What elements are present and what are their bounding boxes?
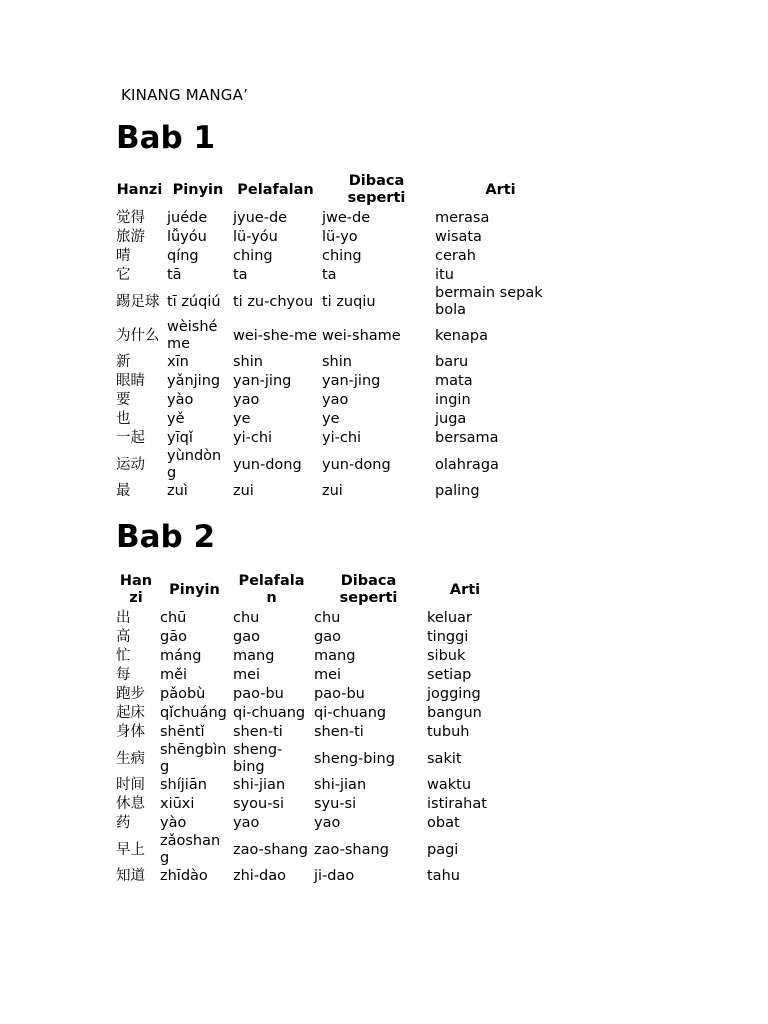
cell-pinyin: wèishé me [167, 319, 218, 352]
column-header-pelafalan: Pelafalan [237, 181, 314, 198]
table-row [114, 833, 505, 867]
cell-pelafalan: yun-dong [233, 456, 302, 473]
cell-arti: pagi [427, 841, 459, 858]
cell-hanzi: 觉得 [116, 210, 145, 226]
cell-hanzi: 眼睛 [116, 373, 145, 389]
table-row [114, 391, 568, 410]
cell-pelafalan: sheng-bing [233, 742, 283, 775]
cell-pinyin: qǐchuáng [160, 705, 227, 721]
cell-pinyin: yào [160, 815, 187, 831]
table-row [114, 723, 505, 742]
table-row [114, 228, 568, 247]
cell-dibaca-seperti: ye [322, 411, 340, 427]
cell-dibaca-seperti: yao [314, 815, 341, 831]
table-row [114, 685, 505, 704]
cell-pinyin: yǎnjing [167, 373, 221, 389]
cell-pinyin: chū [160, 610, 187, 626]
table-row [114, 410, 568, 429]
column-header-dibaca-seperti: Dibaca seperti [347, 173, 406, 206]
cell-dibaca-seperti: ji-dao [314, 868, 355, 884]
cell-arti: tahu [427, 868, 460, 884]
table-row [114, 285, 568, 319]
column-header-hanzi: Han zi [119, 573, 153, 606]
cell-hanzi: 每 [116, 667, 131, 683]
table-row [114, 609, 505, 628]
table-row [114, 776, 505, 795]
cell-dibaca-seperti: ta [322, 267, 337, 283]
cell-hanzi: 起床 [116, 705, 145, 721]
table-row [114, 742, 505, 776]
cell-hanzi: 时间 [116, 777, 145, 793]
cell-pinyin: máng [160, 648, 202, 664]
cell-dibaca-seperti: zao-shang [314, 841, 389, 858]
cell-pelafalan: ta [233, 267, 248, 283]
table-row [114, 429, 568, 448]
cell-arti: obat [427, 815, 460, 831]
cell-pelafalan: mei [233, 667, 261, 683]
cell-pelafalan: jyue-de [233, 210, 288, 226]
table-row [114, 628, 505, 647]
cell-pinyin: xiūxi [160, 796, 195, 812]
cell-pelafalan: ching [233, 248, 273, 264]
cell-pelafalan: yan-jing [233, 373, 292, 389]
cell-pinyin: juéde [167, 210, 208, 226]
cell-hanzi: 休息 [116, 796, 145, 812]
table-row [114, 666, 505, 685]
column-header-arti: Arti [449, 581, 481, 598]
cell-hanzi: 一起 [116, 430, 145, 446]
vocab-table-bab-2 [114, 571, 505, 886]
cell-hanzi: 忙 [116, 648, 131, 664]
cell-pelafalan: zui [233, 483, 254, 499]
cell-pinyin: xīn [167, 354, 189, 370]
cell-pelafalan: shen-ti [233, 724, 283, 740]
column-header-arti: Arti [485, 181, 516, 198]
cell-arti: itu [435, 267, 454, 283]
cell-dibaca-seperti: ching [322, 248, 362, 264]
cell-dibaca-seperti: sheng-bing [314, 750, 395, 767]
cell-dibaca-seperti: shin [322, 354, 352, 370]
cell-pelafalan: shi-jian [233, 777, 286, 793]
cell-arti: merasa [435, 210, 490, 226]
cell-arti: ingin [435, 392, 471, 408]
cell-arti: setiap [427, 667, 472, 683]
cell-arti: keluar [427, 610, 472, 626]
cell-hanzi: 最 [116, 483, 131, 499]
cell-dibaca-seperti: syu-si [314, 796, 357, 812]
cell-arti: tinggi [427, 629, 469, 645]
table-row [114, 867, 505, 886]
cell-pelafalan: syou-si [233, 796, 285, 812]
cell-arti: baru [435, 354, 469, 370]
cell-arti: istirahat [427, 796, 487, 812]
cell-hanzi: 药 [116, 815, 131, 831]
cell-pinyin: shíjiān [160, 777, 207, 793]
table-row [114, 704, 505, 723]
cell-hanzi: 为什么 [116, 327, 160, 344]
cell-hanzi: 踢足球 [116, 293, 160, 310]
cell-dibaca-seperti: mei [314, 667, 342, 683]
cell-pelafalan: yao [233, 392, 260, 408]
table-row [114, 647, 505, 666]
cell-pinyin: yīqǐ [167, 430, 193, 446]
cell-pinyin: shēntǐ [160, 724, 205, 740]
cell-arti: bermain sepak bola [435, 285, 543, 318]
chapter-title-bab-2: Bab 2 [116, 519, 216, 555]
cell-pinyin: měi [160, 667, 188, 683]
cell-dibaca-seperti: yi-chi [322, 430, 362, 446]
cell-hanzi: 生病 [116, 750, 145, 767]
cell-pelafalan: chu [233, 610, 260, 626]
cell-dibaca-seperti: yun-dong [322, 456, 391, 473]
cell-arti: sibuk [427, 648, 466, 664]
cell-dibaca-seperti: zui [322, 483, 343, 499]
cell-pinyin: pǎobù [160, 686, 206, 702]
cell-pinyin: zǎoshan g [160, 833, 221, 866]
cell-dibaca-seperti: ti zuqiu [322, 293, 376, 310]
table-header-row [114, 171, 568, 209]
cell-pinyin: yùndòn g [167, 448, 222, 481]
cell-arti: mata [435, 373, 473, 389]
cell-arti: sakit [427, 750, 462, 767]
cell-pinyin: gāo [160, 629, 187, 645]
table-row [114, 266, 568, 285]
cell-pinyin: tī zúqiú [167, 293, 221, 310]
cell-hanzi: 知道 [116, 868, 145, 884]
cell-dibaca-seperti: yao [322, 392, 349, 408]
cell-arti: juga [435, 411, 467, 427]
cell-pelafalan: lü-yóu [233, 229, 278, 245]
cell-hanzi: 要 [116, 392, 131, 408]
column-header-dibaca-seperti: Dibaca seperti [339, 573, 398, 606]
table-row [114, 372, 568, 391]
cell-pinyin: lǚyóu [167, 229, 207, 245]
cell-pinyin: qíng [167, 248, 199, 264]
column-header-pinyin: Pinyin [169, 581, 220, 598]
cell-pelafalan: qi-chuang [233, 705, 306, 721]
cell-pinyin: zhīdào [160, 868, 208, 884]
cell-hanzi: 晴 [116, 248, 131, 264]
cell-dibaca-seperti: shi-jian [314, 777, 367, 793]
cell-hanzi: 身体 [116, 724, 145, 740]
cell-pinyin: shēngbìn g [160, 742, 227, 775]
cell-arti: kenapa [435, 327, 488, 344]
cell-hanzi: 它 [116, 267, 131, 283]
cell-pelafalan: ti zu-chyou [233, 293, 314, 310]
cell-hanzi: 高 [116, 629, 131, 645]
cell-pinyin: zuì [167, 483, 188, 499]
cell-hanzi: 跑步 [116, 686, 145, 702]
table-header-row [114, 571, 505, 609]
cell-pelafalan: mang [233, 648, 275, 664]
cell-arti: jogging [427, 686, 481, 702]
cell-arti: waktu [427, 777, 472, 793]
cell-hanzi: 旅游 [116, 229, 145, 245]
table-row [114, 209, 568, 228]
cell-dibaca-seperti: shen-ti [314, 724, 364, 740]
cell-pelafalan: wei-she-me [233, 327, 317, 344]
cell-dibaca-seperti: mang [314, 648, 356, 664]
vocab-table-bab-1 [114, 171, 568, 501]
cell-pelafalan: yao [233, 815, 260, 831]
cell-pinyin: yào [167, 392, 194, 408]
cell-pinyin: tā [167, 267, 182, 283]
cell-dibaca-seperti: chu [314, 610, 341, 626]
cell-dibaca-seperti: lü-yo [322, 229, 358, 245]
cell-arti: paling [435, 483, 480, 499]
chapter-title-bab-1: Bab 1 [116, 120, 216, 156]
cell-dibaca-seperti: jwe-de [322, 210, 371, 226]
cell-pinyin: yě [167, 411, 185, 427]
cell-dibaca-seperti: pao-bu [314, 686, 365, 702]
cell-hanzi: 新 [116, 354, 131, 370]
table-row [114, 482, 568, 501]
cell-hanzi: 也 [116, 411, 131, 427]
cell-arti: bersama [435, 430, 499, 446]
cell-pelafalan: ye [233, 411, 251, 427]
cell-hanzi: 运动 [116, 456, 145, 473]
cell-arti: bangun [427, 705, 482, 721]
cell-pelafalan: zao-shang [233, 841, 308, 858]
table-row [114, 247, 568, 266]
table-row [114, 814, 505, 833]
cell-pelafalan: gao [233, 629, 260, 645]
cell-dibaca-seperti: wei-shame [322, 327, 401, 344]
column-header-pelafalan: Pelafala n [238, 573, 305, 606]
cell-arti: olahraga [435, 456, 499, 473]
table-row [114, 795, 505, 814]
cell-hanzi: 出 [116, 610, 131, 626]
table-row [114, 319, 568, 353]
cell-pelafalan: shin [233, 354, 263, 370]
cell-pelafalan: pao-bu [233, 686, 284, 702]
column-header-hanzi: Hanzi [116, 181, 163, 198]
table-row [114, 448, 568, 482]
cell-arti: tubuh [427, 724, 470, 740]
cell-dibaca-seperti: gao [314, 629, 341, 645]
cell-dibaca-seperti: qi-chuang [314, 705, 387, 721]
cell-pelafalan: yi-chi [233, 430, 273, 446]
column-header-pinyin: Pinyin [172, 181, 224, 198]
table-row [114, 353, 568, 372]
cell-arti: cerah [435, 248, 476, 264]
cell-pelafalan: zhi-dao [233, 868, 287, 884]
cell-dibaca-seperti: yan-jing [322, 373, 381, 389]
cell-hanzi: 早上 [116, 841, 145, 858]
document-header: KINANG MANGA’ [121, 86, 249, 104]
cell-arti: wisata [435, 229, 482, 245]
